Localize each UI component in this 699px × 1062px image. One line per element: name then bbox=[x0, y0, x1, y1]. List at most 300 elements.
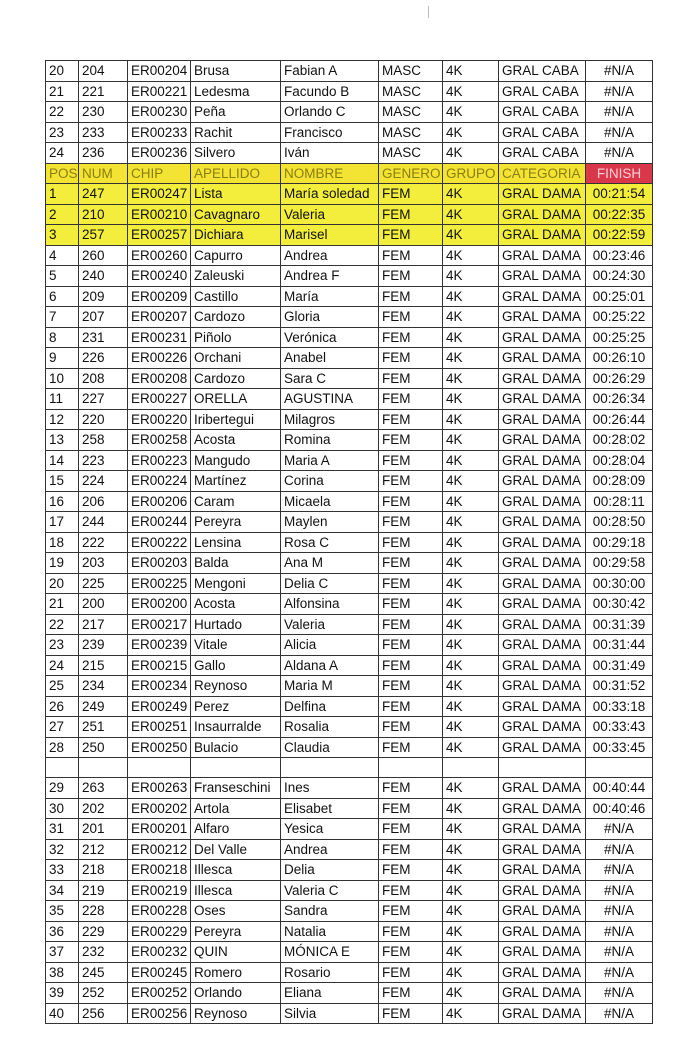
nombre-cell: Eliana bbox=[281, 983, 379, 1004]
header-genero-cell: GENERO bbox=[379, 163, 443, 184]
apellido-cell: Gallo bbox=[191, 655, 281, 676]
apellido-cell: Mangudo bbox=[191, 450, 281, 471]
table-row bbox=[46, 614, 653, 635]
pos-cell: 17 bbox=[46, 512, 79, 533]
table-row bbox=[46, 942, 653, 963]
nombre-cell: Gloria bbox=[281, 307, 379, 328]
num-cell: 228 bbox=[79, 901, 128, 922]
chip-cell: ER00221 bbox=[128, 81, 191, 102]
pos-cell bbox=[46, 758, 79, 778]
genero-cell: FEM bbox=[379, 389, 443, 410]
apellido-cell: Piñolo bbox=[191, 327, 281, 348]
categoria-cell: GRAL DAMA bbox=[499, 1003, 586, 1024]
num-cell: 223 bbox=[79, 450, 128, 471]
num-cell: 244 bbox=[79, 512, 128, 533]
num-cell: 215 bbox=[79, 655, 128, 676]
chip-cell: ER00244 bbox=[128, 512, 191, 533]
genero-cell: FEM bbox=[379, 778, 443, 799]
categoria-cell: GRAL DAMA bbox=[499, 901, 586, 922]
genero-cell: FEM bbox=[379, 491, 443, 512]
genero-cell: FEM bbox=[379, 635, 443, 656]
apellido-cell: Pereyra bbox=[191, 921, 281, 942]
chip-cell: ER00200 bbox=[128, 594, 191, 615]
finish-cell: 00:40:46 bbox=[586, 798, 653, 819]
categoria-cell: GRAL CABA bbox=[499, 102, 586, 123]
categoria-cell: GRAL DAMA bbox=[499, 389, 586, 410]
chip-cell: ER00234 bbox=[128, 676, 191, 697]
chip-cell: ER00224 bbox=[128, 471, 191, 492]
table-row bbox=[46, 430, 653, 451]
pos-cell: 7 bbox=[46, 307, 79, 328]
num-cell: 232 bbox=[79, 942, 128, 963]
num-cell: 230 bbox=[79, 102, 128, 123]
num-cell: 231 bbox=[79, 327, 128, 348]
categoria-cell: GRAL DAMA bbox=[499, 512, 586, 533]
finish-cell bbox=[586, 758, 653, 778]
nombre-cell: Verónica bbox=[281, 327, 379, 348]
grupo-cell: 4K bbox=[443, 61, 499, 82]
table-row bbox=[46, 655, 653, 676]
apellido-cell: Del Valle bbox=[191, 839, 281, 860]
num-cell: 245 bbox=[79, 962, 128, 983]
nombre-cell: Silvia bbox=[281, 1003, 379, 1024]
apellido-cell: Insaurralde bbox=[191, 717, 281, 738]
chip-cell: ER00263 bbox=[128, 778, 191, 799]
genero-cell: MASC bbox=[379, 61, 443, 82]
categoria-cell: GRAL DAMA bbox=[499, 266, 586, 287]
grupo-cell: 4K bbox=[443, 778, 499, 799]
table-row bbox=[46, 286, 653, 307]
table-row bbox=[46, 204, 653, 225]
grupo-cell: 4K bbox=[443, 901, 499, 922]
pos-cell: 3 bbox=[46, 225, 79, 246]
genero-cell: FEM bbox=[379, 983, 443, 1004]
nombre-cell: María bbox=[281, 286, 379, 307]
categoria-cell: GRAL DAMA bbox=[499, 471, 586, 492]
finish-cell: #N/A bbox=[586, 962, 653, 983]
chip-cell: ER00226 bbox=[128, 348, 191, 369]
finish-cell: 00:31:52 bbox=[586, 676, 653, 697]
nombre-cell: Natalia bbox=[281, 921, 379, 942]
genero-cell: FEM bbox=[379, 348, 443, 369]
grupo-cell: 4K bbox=[443, 430, 499, 451]
header-pos-cell: POS bbox=[46, 163, 79, 184]
categoria-cell: GRAL DAMA bbox=[499, 819, 586, 840]
pos-cell: 2 bbox=[46, 204, 79, 225]
table-row bbox=[46, 143, 653, 164]
pos-cell: 13 bbox=[46, 430, 79, 451]
pos-cell: 8 bbox=[46, 327, 79, 348]
genero-cell: FEM bbox=[379, 901, 443, 922]
finish-cell: 00:28:11 bbox=[586, 491, 653, 512]
num-cell: 227 bbox=[79, 389, 128, 410]
apellido-cell: Acosta bbox=[191, 430, 281, 451]
nombre-cell: Maria M bbox=[281, 676, 379, 697]
table-row bbox=[46, 225, 653, 246]
table-row bbox=[46, 778, 653, 799]
grupo-cell: 4K bbox=[443, 389, 499, 410]
grupo-cell: 4K bbox=[443, 512, 499, 533]
nombre-cell: Delia bbox=[281, 860, 379, 881]
genero-cell: FEM bbox=[379, 676, 443, 697]
apellido-cell: Illesca bbox=[191, 880, 281, 901]
genero-cell: FEM bbox=[379, 512, 443, 533]
pos-cell: 33 bbox=[46, 860, 79, 881]
num-cell: 226 bbox=[79, 348, 128, 369]
apellido-cell: Peña bbox=[191, 102, 281, 123]
nombre-cell: Rosalia bbox=[281, 717, 379, 738]
genero-cell: FEM bbox=[379, 594, 443, 615]
genero-cell: FEM bbox=[379, 553, 443, 574]
table-row bbox=[46, 676, 653, 697]
num-cell: 257 bbox=[79, 225, 128, 246]
categoria-cell: GRAL CABA bbox=[499, 143, 586, 164]
finish-cell: 00:28:02 bbox=[586, 430, 653, 451]
grupo-cell: 4K bbox=[443, 655, 499, 676]
grupo-cell: 4K bbox=[443, 409, 499, 430]
genero-cell: FEM bbox=[379, 1003, 443, 1024]
header-categoria-cell: CATEGORIA bbox=[499, 163, 586, 184]
genero-cell: MASC bbox=[379, 122, 443, 143]
pos-cell: 30 bbox=[46, 798, 79, 819]
finish-cell: 00:40:44 bbox=[586, 778, 653, 799]
apellido-cell: Ledesma bbox=[191, 81, 281, 102]
finish-cell: #N/A bbox=[586, 942, 653, 963]
finish-cell: 00:30:00 bbox=[586, 573, 653, 594]
grupo-cell: 4K bbox=[443, 143, 499, 164]
categoria-cell: GRAL DAMA bbox=[499, 286, 586, 307]
categoria-cell: GRAL DAMA bbox=[499, 737, 586, 758]
nombre-cell: Andrea F bbox=[281, 266, 379, 287]
grupo-cell: 4K bbox=[443, 737, 499, 758]
grupo-cell: 4K bbox=[443, 860, 499, 881]
apellido-cell: Brusa bbox=[191, 61, 281, 82]
header-finish-cell: FINISH bbox=[586, 163, 653, 184]
apellido-cell: Capurro bbox=[191, 245, 281, 266]
pos-cell: 16 bbox=[46, 491, 79, 512]
categoria-cell: GRAL DAMA bbox=[499, 204, 586, 225]
categoria-cell: GRAL DAMA bbox=[499, 696, 586, 717]
categoria-cell: GRAL DAMA bbox=[499, 798, 586, 819]
genero-cell: FEM bbox=[379, 307, 443, 328]
chip-cell: ER00204 bbox=[128, 61, 191, 82]
genero-cell: FEM bbox=[379, 245, 443, 266]
apellido-cell: Vitale bbox=[191, 635, 281, 656]
chip-cell: ER00249 bbox=[128, 696, 191, 717]
categoria-cell: GRAL DAMA bbox=[499, 430, 586, 451]
genero-cell: FEM bbox=[379, 819, 443, 840]
apellido-cell: Zaleuski bbox=[191, 266, 281, 287]
pos-cell: 20 bbox=[46, 61, 79, 82]
nombre-cell: Maria A bbox=[281, 450, 379, 471]
nombre-cell: Milagros bbox=[281, 409, 379, 430]
apellido-cell: Bulacio bbox=[191, 737, 281, 758]
grupo-cell: 4K bbox=[443, 676, 499, 697]
nombre-cell: Valeria bbox=[281, 204, 379, 225]
table-row bbox=[46, 594, 653, 615]
finish-cell: 00:22:35 bbox=[586, 204, 653, 225]
categoria-cell: GRAL DAMA bbox=[499, 594, 586, 615]
num-cell: 201 bbox=[79, 819, 128, 840]
pos-cell: 36 bbox=[46, 921, 79, 942]
genero-cell: MASC bbox=[379, 81, 443, 102]
pos-cell: 40 bbox=[46, 1003, 79, 1024]
num-cell: 222 bbox=[79, 532, 128, 553]
pos-cell: 39 bbox=[46, 983, 79, 1004]
chip-cell: ER00208 bbox=[128, 368, 191, 389]
chip-cell: ER00201 bbox=[128, 819, 191, 840]
categoria-cell: GRAL DAMA bbox=[499, 880, 586, 901]
pos-cell: 21 bbox=[46, 594, 79, 615]
finish-cell: 00:31:44 bbox=[586, 635, 653, 656]
pos-cell: 15 bbox=[46, 471, 79, 492]
genero-cell: FEM bbox=[379, 409, 443, 430]
table-row bbox=[46, 983, 653, 1004]
header-nombre-cell: NOMBRE bbox=[281, 163, 379, 184]
nombre-cell: AGUSTINA bbox=[281, 389, 379, 410]
nombre-cell bbox=[281, 758, 379, 778]
categoria-cell: GRAL DAMA bbox=[499, 245, 586, 266]
table-row bbox=[46, 389, 653, 410]
categoria-cell: GRAL DAMA bbox=[499, 655, 586, 676]
nombre-cell: Alicia bbox=[281, 635, 379, 656]
categoria-cell: GRAL DAMA bbox=[499, 553, 586, 574]
finish-cell: 00:29:58 bbox=[586, 553, 653, 574]
num-cell: 252 bbox=[79, 983, 128, 1004]
pos-cell: 14 bbox=[46, 450, 79, 471]
chip-cell: ER00231 bbox=[128, 327, 191, 348]
finish-cell: #N/A bbox=[586, 983, 653, 1004]
apellido-cell: Cavagnaro bbox=[191, 204, 281, 225]
table-row bbox=[46, 1003, 653, 1024]
genero-cell: FEM bbox=[379, 327, 443, 348]
pos-cell: 12 bbox=[46, 409, 79, 430]
header-grupo-cell: GRUPO bbox=[443, 163, 499, 184]
categoria-cell: GRAL CABA bbox=[499, 122, 586, 143]
pos-cell: 10 bbox=[46, 368, 79, 389]
grupo-cell: 4K bbox=[443, 204, 499, 225]
finish-cell: 00:28:09 bbox=[586, 471, 653, 492]
nombre-cell: Andrea bbox=[281, 245, 379, 266]
table-row bbox=[46, 798, 653, 819]
chip-cell: ER00232 bbox=[128, 942, 191, 963]
table-row bbox=[46, 184, 653, 205]
nombre-cell: Marisel bbox=[281, 225, 379, 246]
table-row bbox=[46, 348, 653, 369]
apellido-cell: Romero bbox=[191, 962, 281, 983]
pos-cell: 22 bbox=[46, 102, 79, 123]
nombre-cell: Anabel bbox=[281, 348, 379, 369]
categoria-cell: GRAL DAMA bbox=[499, 450, 586, 471]
apellido-cell: Dichiara bbox=[191, 225, 281, 246]
grupo-cell: 4K bbox=[443, 491, 499, 512]
finish-cell: 00:23:46 bbox=[586, 245, 653, 266]
table-row bbox=[46, 860, 653, 881]
genero-cell: FEM bbox=[379, 696, 443, 717]
nombre-cell: Ines bbox=[281, 778, 379, 799]
results-table bbox=[45, 60, 653, 1024]
num-cell: 239 bbox=[79, 635, 128, 656]
genero-cell: FEM bbox=[379, 614, 443, 635]
table-row bbox=[46, 327, 653, 348]
genero-cell: FEM bbox=[379, 655, 443, 676]
chip-cell: ER00239 bbox=[128, 635, 191, 656]
finish-cell: #N/A bbox=[586, 61, 653, 82]
nombre-cell: Sandra bbox=[281, 901, 379, 922]
num-cell: 258 bbox=[79, 430, 128, 451]
apellido-cell: Hurtado bbox=[191, 614, 281, 635]
nombre-cell: MÓNICA E bbox=[281, 942, 379, 963]
categoria-cell: GRAL DAMA bbox=[499, 491, 586, 512]
apellido-cell: QUIN bbox=[191, 942, 281, 963]
apellido-cell: Cardozo bbox=[191, 307, 281, 328]
table-row bbox=[46, 368, 653, 389]
grupo-cell: 4K bbox=[443, 696, 499, 717]
chip-cell: ER00256 bbox=[128, 1003, 191, 1024]
pos-cell: 6 bbox=[46, 286, 79, 307]
apellido-cell: Oses bbox=[191, 901, 281, 922]
pos-cell: 23 bbox=[46, 635, 79, 656]
num-cell: 200 bbox=[79, 594, 128, 615]
num-cell: 206 bbox=[79, 491, 128, 512]
grupo-cell: 4K bbox=[443, 225, 499, 246]
finish-cell: 00:25:22 bbox=[586, 307, 653, 328]
pos-cell: 9 bbox=[46, 348, 79, 369]
apellido-cell bbox=[191, 758, 281, 778]
table-row bbox=[46, 921, 653, 942]
grupo-cell: 4K bbox=[443, 266, 499, 287]
grupo-cell: 4K bbox=[443, 962, 499, 983]
num-cell: 263 bbox=[79, 778, 128, 799]
apellido-cell: ORELLA bbox=[191, 389, 281, 410]
pos-cell: 20 bbox=[46, 573, 79, 594]
chip-cell bbox=[128, 758, 191, 778]
nombre-cell: Iván bbox=[281, 143, 379, 164]
apellido-cell: Franseschini bbox=[191, 778, 281, 799]
num-cell: 204 bbox=[79, 61, 128, 82]
pos-cell: 38 bbox=[46, 962, 79, 983]
num-cell: 236 bbox=[79, 143, 128, 164]
table-row bbox=[46, 122, 653, 143]
table-row bbox=[46, 266, 653, 287]
num-cell: 208 bbox=[79, 368, 128, 389]
nombre-cell: María soledad bbox=[281, 184, 379, 205]
nombre-cell: Sara C bbox=[281, 368, 379, 389]
chip-cell: ER00215 bbox=[128, 655, 191, 676]
num-cell: 225 bbox=[79, 573, 128, 594]
table-row bbox=[46, 696, 653, 717]
grupo-cell: 4K bbox=[443, 286, 499, 307]
apellido-cell: Pereyra bbox=[191, 512, 281, 533]
nombre-cell: Rosa C bbox=[281, 532, 379, 553]
chip-cell: ER00217 bbox=[128, 614, 191, 635]
finish-cell: #N/A bbox=[586, 860, 653, 881]
grupo-cell: 4K bbox=[443, 573, 499, 594]
categoria-cell: GRAL DAMA bbox=[499, 962, 586, 983]
pos-cell: 4 bbox=[46, 245, 79, 266]
genero-cell bbox=[379, 758, 443, 778]
pos-cell: 28 bbox=[46, 737, 79, 758]
nombre-cell: Ana M bbox=[281, 553, 379, 574]
pos-cell: 1 bbox=[46, 184, 79, 205]
chip-cell: ER00219 bbox=[128, 880, 191, 901]
chip-cell: ER00206 bbox=[128, 491, 191, 512]
num-cell: 207 bbox=[79, 307, 128, 328]
pos-cell: 29 bbox=[46, 778, 79, 799]
apellido-cell: Reynoso bbox=[191, 676, 281, 697]
pos-cell: 37 bbox=[46, 942, 79, 963]
categoria-cell: GRAL DAMA bbox=[499, 676, 586, 697]
chip-cell: ER00236 bbox=[128, 143, 191, 164]
apellido-cell: Alfaro bbox=[191, 819, 281, 840]
num-cell: 260 bbox=[79, 245, 128, 266]
scan-mark bbox=[428, 6, 429, 18]
categoria-cell: GRAL DAMA bbox=[499, 921, 586, 942]
nombre-cell: Maylen bbox=[281, 512, 379, 533]
chip-cell: ER00260 bbox=[128, 245, 191, 266]
genero-cell: FEM bbox=[379, 921, 443, 942]
genero-cell: MASC bbox=[379, 102, 443, 123]
finish-cell: 00:21:54 bbox=[586, 184, 653, 205]
header-chip-cell: CHIP bbox=[128, 163, 191, 184]
apellido-cell: Rachit bbox=[191, 122, 281, 143]
chip-cell: ER00202 bbox=[128, 798, 191, 819]
chip-cell: ER00210 bbox=[128, 204, 191, 225]
categoria-cell: GRAL DAMA bbox=[499, 635, 586, 656]
finish-cell: 00:24:30 bbox=[586, 266, 653, 287]
num-cell: 229 bbox=[79, 921, 128, 942]
genero-cell: FEM bbox=[379, 286, 443, 307]
table-row bbox=[46, 409, 653, 430]
apellido-cell: Reynoso bbox=[191, 1003, 281, 1024]
finish-cell: #N/A bbox=[586, 81, 653, 102]
genero-cell: FEM bbox=[379, 962, 443, 983]
grupo-cell: 4K bbox=[443, 553, 499, 574]
grupo-cell: 4K bbox=[443, 102, 499, 123]
grupo-cell: 4K bbox=[443, 717, 499, 738]
nombre-cell: Valeria bbox=[281, 614, 379, 635]
num-cell: 256 bbox=[79, 1003, 128, 1024]
finish-cell: 00:26:29 bbox=[586, 368, 653, 389]
chip-cell: ER00240 bbox=[128, 266, 191, 287]
num-cell: 240 bbox=[79, 266, 128, 287]
genero-cell: FEM bbox=[379, 860, 443, 881]
genero-cell: FEM bbox=[379, 204, 443, 225]
categoria-cell: GRAL CABA bbox=[499, 61, 586, 82]
num-cell: 202 bbox=[79, 798, 128, 819]
finish-cell: 00:30:42 bbox=[586, 594, 653, 615]
apellido-cell: Mengoni bbox=[191, 573, 281, 594]
table-row bbox=[46, 491, 653, 512]
apellido-cell: Perez bbox=[191, 696, 281, 717]
chip-cell: ER00230 bbox=[128, 102, 191, 123]
chip-cell: ER00227 bbox=[128, 389, 191, 410]
finish-cell: #N/A bbox=[586, 901, 653, 922]
pos-cell: 18 bbox=[46, 532, 79, 553]
finish-cell: 00:28:04 bbox=[586, 450, 653, 471]
apellido-cell: Cardozo bbox=[191, 368, 281, 389]
genero-cell: FEM bbox=[379, 573, 443, 594]
table-row bbox=[46, 573, 653, 594]
num-cell: 250 bbox=[79, 737, 128, 758]
nombre-cell: Elisabet bbox=[281, 798, 379, 819]
table-row bbox=[46, 61, 653, 82]
nombre-cell: Valeria C bbox=[281, 880, 379, 901]
nombre-cell: Romina bbox=[281, 430, 379, 451]
table-row bbox=[46, 245, 653, 266]
nombre-cell: Micaela bbox=[281, 491, 379, 512]
table-row bbox=[46, 532, 653, 553]
